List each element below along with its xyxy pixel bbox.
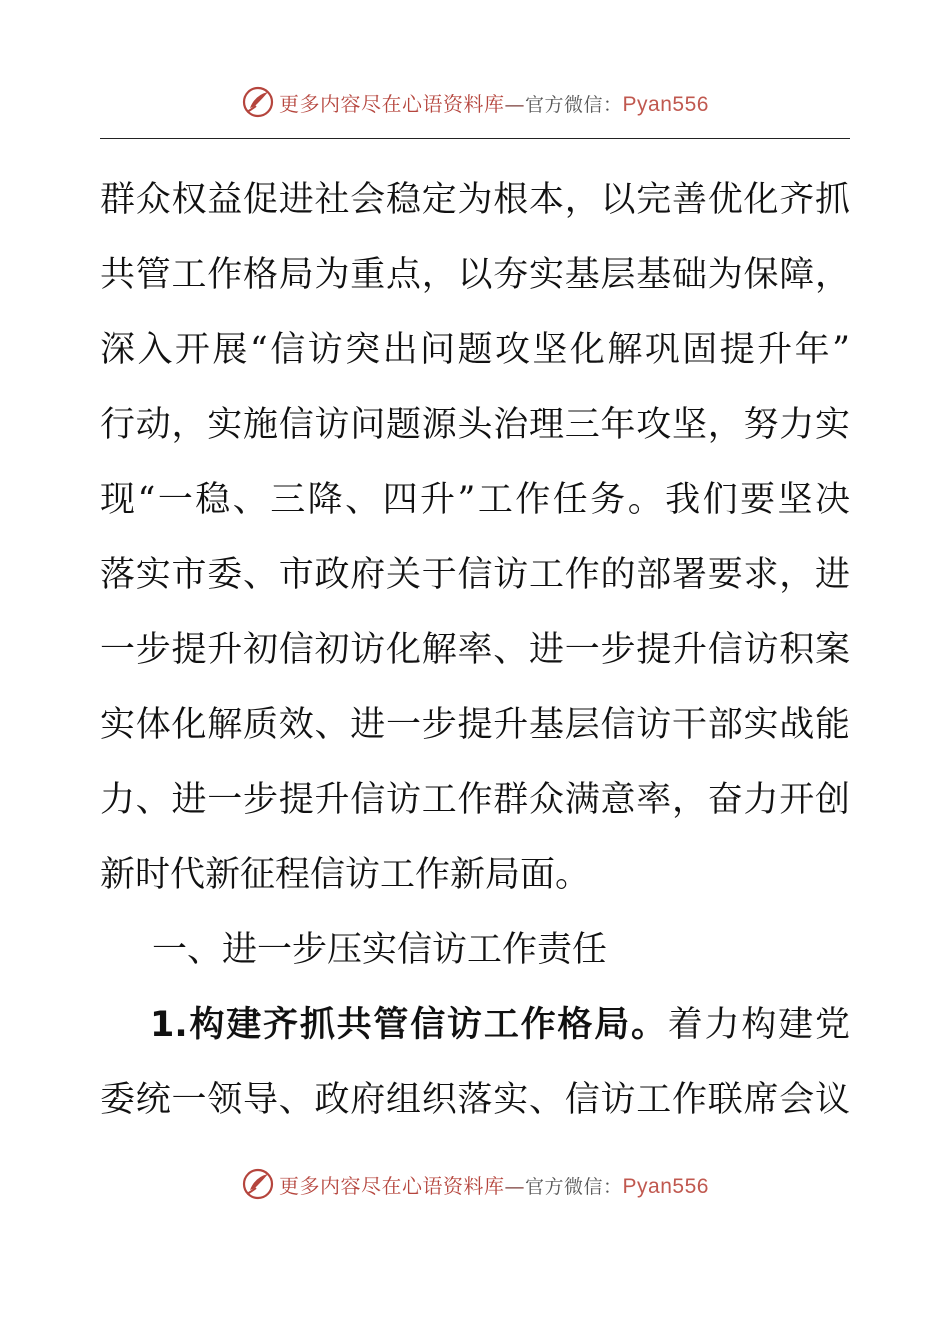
body-line: 委统一领导、政府组织落实、信访工作联席会议	[100, 1080, 850, 1120]
footer-site-text: 更多内容尽在心语资料库	[279, 1173, 505, 1198]
body-line: 一步提升初信初访化解率、进一步提升信访积案	[100, 630, 850, 670]
section-heading: 一、进一步压实信访工作责任	[152, 930, 608, 970]
item-1-line	[100, 988, 850, 1063]
item-1-text: 着力构建党	[667, 1005, 850, 1045]
footer-banner	[0, 1164, 950, 1204]
footer-banner-text	[279, 1170, 709, 1199]
header-wechat-label: 官方微信：	[525, 93, 623, 116]
pen-logo-icon	[241, 1167, 275, 1201]
body-line: 现“一稳、三降、四升”工作任务。我们要坚决	[100, 480, 850, 520]
item-1-title: 1.构建齐抓共管信访工作格局。	[150, 1005, 668, 1045]
body-line: 力、进一步提升信访工作群众满意率，奋力开创	[100, 780, 850, 820]
document-body	[100, 163, 850, 1138]
header-dash: —	[504, 91, 526, 116]
body-line: 群众权益促进社会稳定为根本，以完善优化齐抓	[100, 180, 850, 220]
body-line: 行动，实施信访问题源头治理三年攻坚，努力实	[100, 405, 850, 445]
body-line: 实体化解质效、进一步提升基层信访干部实战能	[100, 705, 850, 745]
header-wechat-id: Pyan556	[622, 92, 709, 116]
header-site-text: 更多内容尽在心语资料库	[279, 91, 505, 116]
header-banner-text	[279, 88, 709, 117]
header-divider	[100, 138, 850, 139]
body-line: 深入开展“信访突出问题攻坚化解巩固提升年”	[100, 330, 850, 370]
body-line: 新时代新征程信访工作新局面。	[100, 855, 591, 895]
body-line: 共管工作格局为重点，以夯实基层基础为保障，	[100, 255, 850, 295]
footer-dash: —	[504, 1173, 526, 1198]
footer-wechat-label: 官方微信：	[525, 1175, 623, 1198]
pen-logo-icon	[241, 85, 275, 119]
footer-wechat-id: Pyan556	[622, 1174, 709, 1198]
header-banner	[0, 82, 950, 122]
body-line: 落实市委、市政府关于信访工作的部署要求，进	[100, 555, 850, 595]
